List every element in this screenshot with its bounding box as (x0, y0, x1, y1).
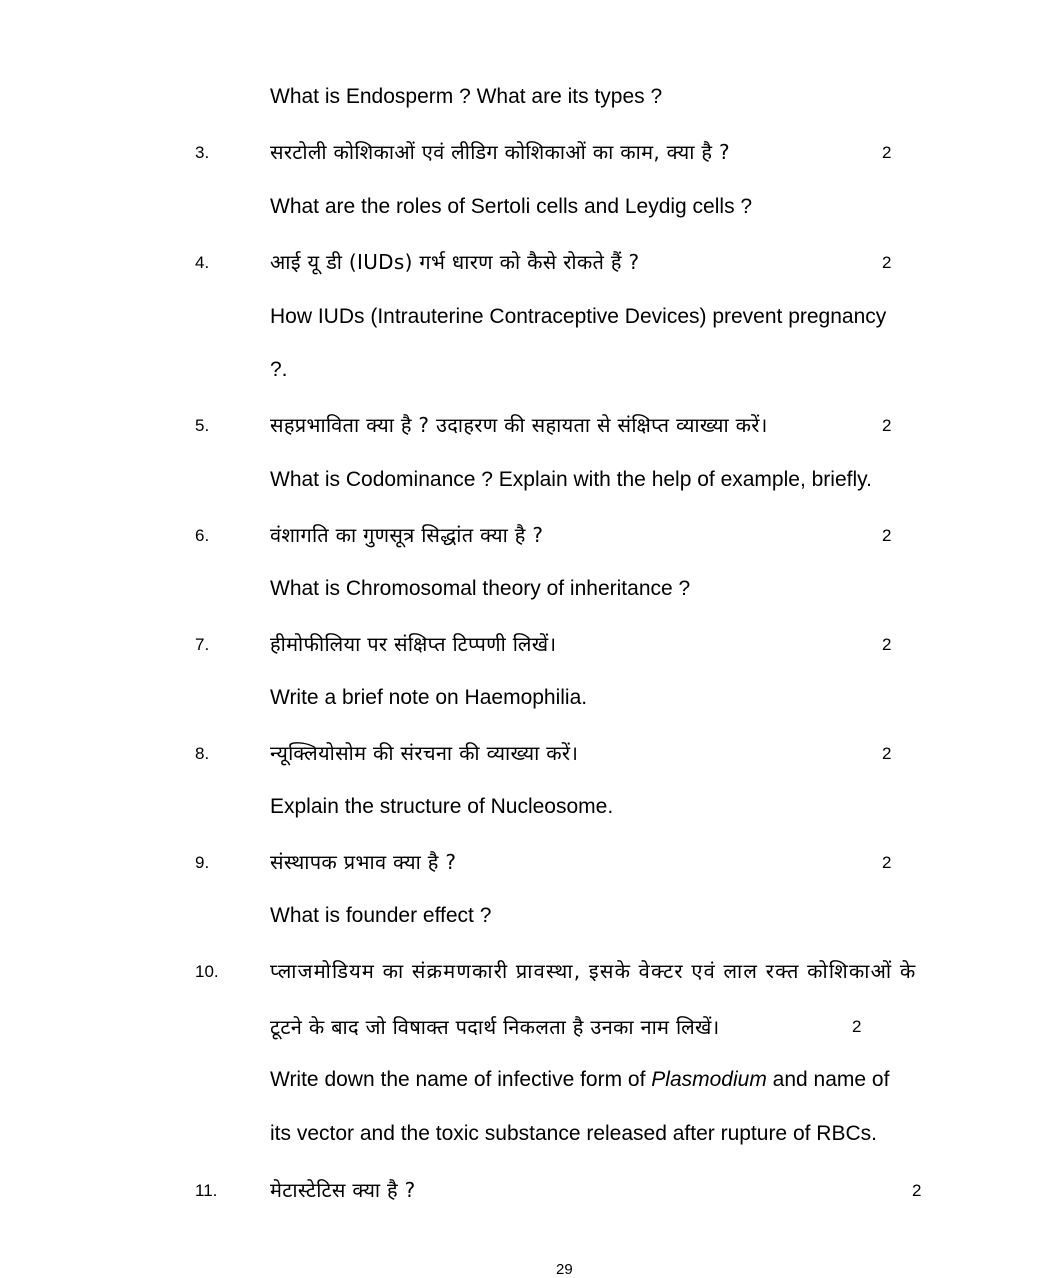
question-number: 5. (195, 416, 210, 435)
question-hindi: संस्थापक प्रभाव क्या है ? (270, 850, 457, 874)
question-english: What are the roles of Sertoli cells and Leydig cells ? (270, 195, 753, 218)
question-number: 6. (195, 526, 210, 545)
question-hindi: सरटोली कोशिकाओं एवं लीडिग कोशिकाओं का काम, क्या है ? (270, 140, 730, 164)
question-english-part: and name of (766, 1068, 890, 1091)
question-marks: 2 (852, 1017, 862, 1036)
question-marks: 2 (882, 253, 892, 272)
question-english-cont: its vector and the toxic substance released after rupture of RBCs. (270, 1122, 877, 1145)
question-english: What is Codominance ? Explain with the help of example, briefly. (270, 468, 872, 491)
question-marks: 2 (882, 416, 892, 435)
species-name: Plasmodium (651, 1068, 767, 1091)
question-hindi: वंशागति का गुणसूत्र सिद्धांत क्या है ? (270, 523, 544, 547)
page-number: 29 (556, 1261, 573, 1278)
question-hindi-cont: टूटने के बाद जो विषाक्त पदार्थ निकलता है उनका नाम लिखें। (270, 1015, 720, 1039)
question-number: 8. (195, 744, 210, 763)
question-hindi: हीमोफीलिया पर संक्षिप्त टिप्पणी लिखें। (270, 632, 557, 656)
question-english (270, 1068, 889, 1092)
question-english: Explain the structure of Nucleosome. (270, 795, 614, 818)
question-number: 9. (195, 853, 210, 872)
question-marks: 2 (912, 1181, 922, 1200)
question-number: 10. (195, 962, 219, 981)
question-english-cont: ?. (270, 358, 288, 381)
question-marks: 2 (882, 853, 892, 872)
question-hindi: मेटास्टेटिस क्या है ? (270, 1178, 416, 1202)
question-hindi: आई यू डी (IUDs) गर्भ धारण को कैसे रोकते हैं ? (270, 250, 640, 274)
question-marks: 2 (882, 744, 892, 763)
question-number: 4. (195, 253, 210, 272)
question-english-part: Write down the name of infective form of (270, 1068, 652, 1091)
question-english: Write a brief note on Haemophilia. (270, 686, 588, 709)
intro-question-en: What is Endosperm ? What are its types ? (270, 85, 663, 108)
question-marks: 2 (882, 526, 892, 545)
question-hindi: प्लाजमोडियम का संक्रमणकारी प्रावस्था, इसके वेक्टर एवं लाल रक्त कोशिकाओं के (270, 959, 917, 983)
question-english: How IUDs (Intrauterine Contraceptive Devices) prevent pregnancy (270, 305, 887, 328)
question-english: What is Chromosomal theory of inheritance ? (270, 577, 691, 600)
question-marks: 2 (882, 635, 892, 654)
question-hindi: न्यूक्लियोसोम की संरचना की व्याख्या करें। (270, 741, 579, 765)
question-marks: 2 (882, 143, 892, 162)
question-hindi: सहप्रभाविता क्या है ? उदाहरण की सहायता से संक्षिप्त व्याख्या करें। (270, 413, 768, 437)
question-number: 11. (195, 1181, 218, 1200)
question-english: What is founder effect ? (270, 904, 492, 927)
question-number: 3. (195, 143, 210, 162)
question-number: 7. (195, 635, 210, 654)
